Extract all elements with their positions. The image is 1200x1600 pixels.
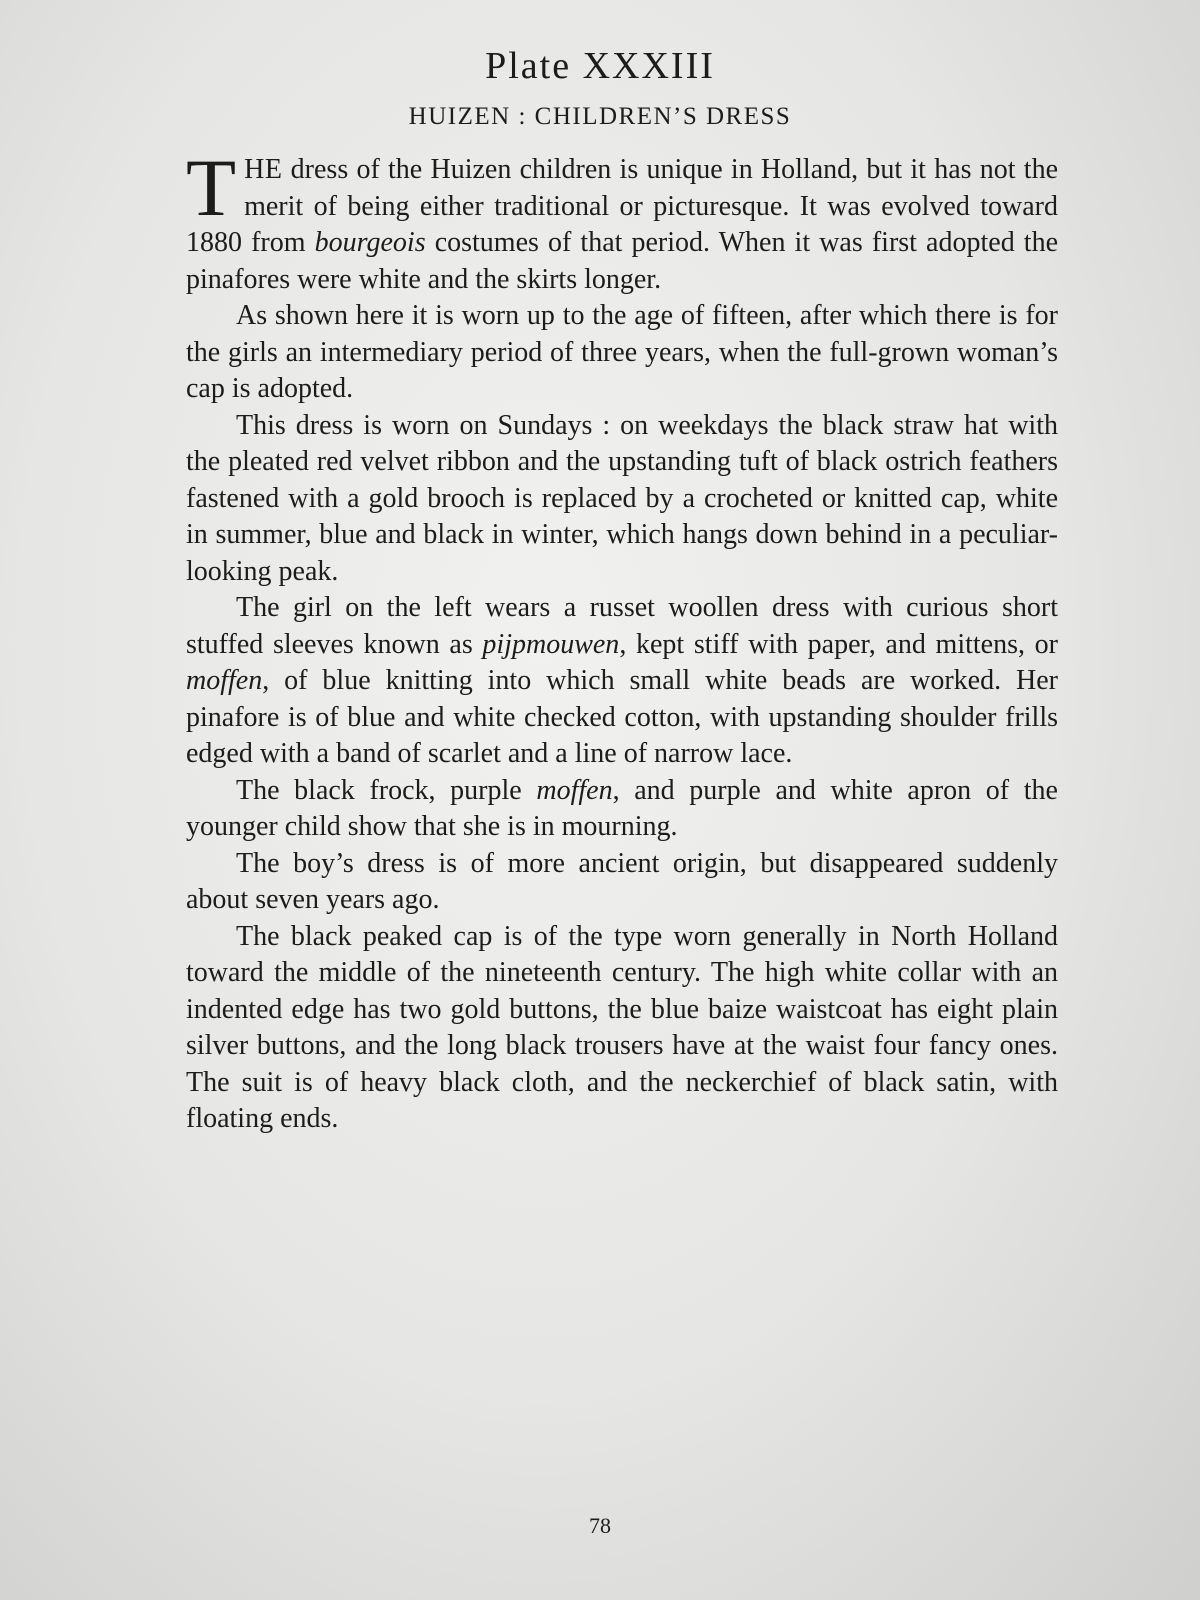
paragraph-6: The boy’s dress is of more ancient origin, but disappeared suddenly about seven years ago. [186,847,1058,915]
body-text [186,142,1058,1138]
italic-term-moffen-2: moffen [536,774,613,806]
drop-cap: T [186,142,237,233]
plate-title: Plate XXXIII [485,45,715,87]
italic-term-moffen: moffen [186,665,263,696]
paragraph-4-text-a: The girl on the left wears a russet woollen dress with curious short stuffed sleeves known as [186,592,1058,660]
paragraph-7: The black peaked cap is of the type worn generally in North Holland toward the middle of the nineteenth century. The high white collar with an indented edge has two gold buttons, the blue baize waistcoat has eight plain silver buttons, and the long black trousers have at the waist four fancy ones. The suit is of heavy black cloth, and the neckerchief of black satin, with floating ends. [186,920,1058,1134]
plate-subtitle: HUIZEN : CHILDREN’S DRESS [408,103,792,130]
paragraph-5-text-a: The black frock, purple [236,774,537,806]
paragraph-1 [186,142,1058,298]
paragraph-4 [186,590,1058,773]
page-number: 78 [589,1513,611,1538]
paragraph-1-text-b: costumes of that period. When it was first adopted the pinafores were white and the skirts longer. [186,227,1058,295]
paragraph-4-text-b: , kept stiff with paper, and mittens, or [619,628,1058,660]
paragraph-2: As shown here it is worn up to the age of fifteen, after which there is for the girls an intermediary period of three years, when the full-grown woman’s cap is adopted. [186,300,1058,404]
paragraph-5-text-b: , and purple and white apron of the younger child show that she is in mourning. [186,774,1058,842]
italic-term-pijpmouwen: pijpmouwen [482,628,620,660]
italic-term-bourgeois: bourgeois [314,227,426,258]
paragraph-5 [186,773,1058,846]
small-caps-opening: HE [244,154,283,185]
paragraph-4-text-c: , of blue knitting into which small white beads are worked. Her pinafore is of blue and white checked cotton, with upstanding shoulder frills edged with a band of scarlet and a line of narrow lace. [186,665,1058,769]
paragraph-1-text-a: dress of the Huizen children is unique in Holland, but it has not the merit of being either traditional or picturesque. It was evolved toward 1880 from [186,154,1058,258]
paragraph-3: This dress is worn on Sundays : on weekdays the black straw hat with the pleated red velvet ribbon and the upstanding tuft of black ostrich feathers fastened with a gold brooch is replaced by a crocheted or knitted cap, white in summer, blue and black in winter, which hangs down behind in a peculiar-looking peak. [186,409,1058,587]
